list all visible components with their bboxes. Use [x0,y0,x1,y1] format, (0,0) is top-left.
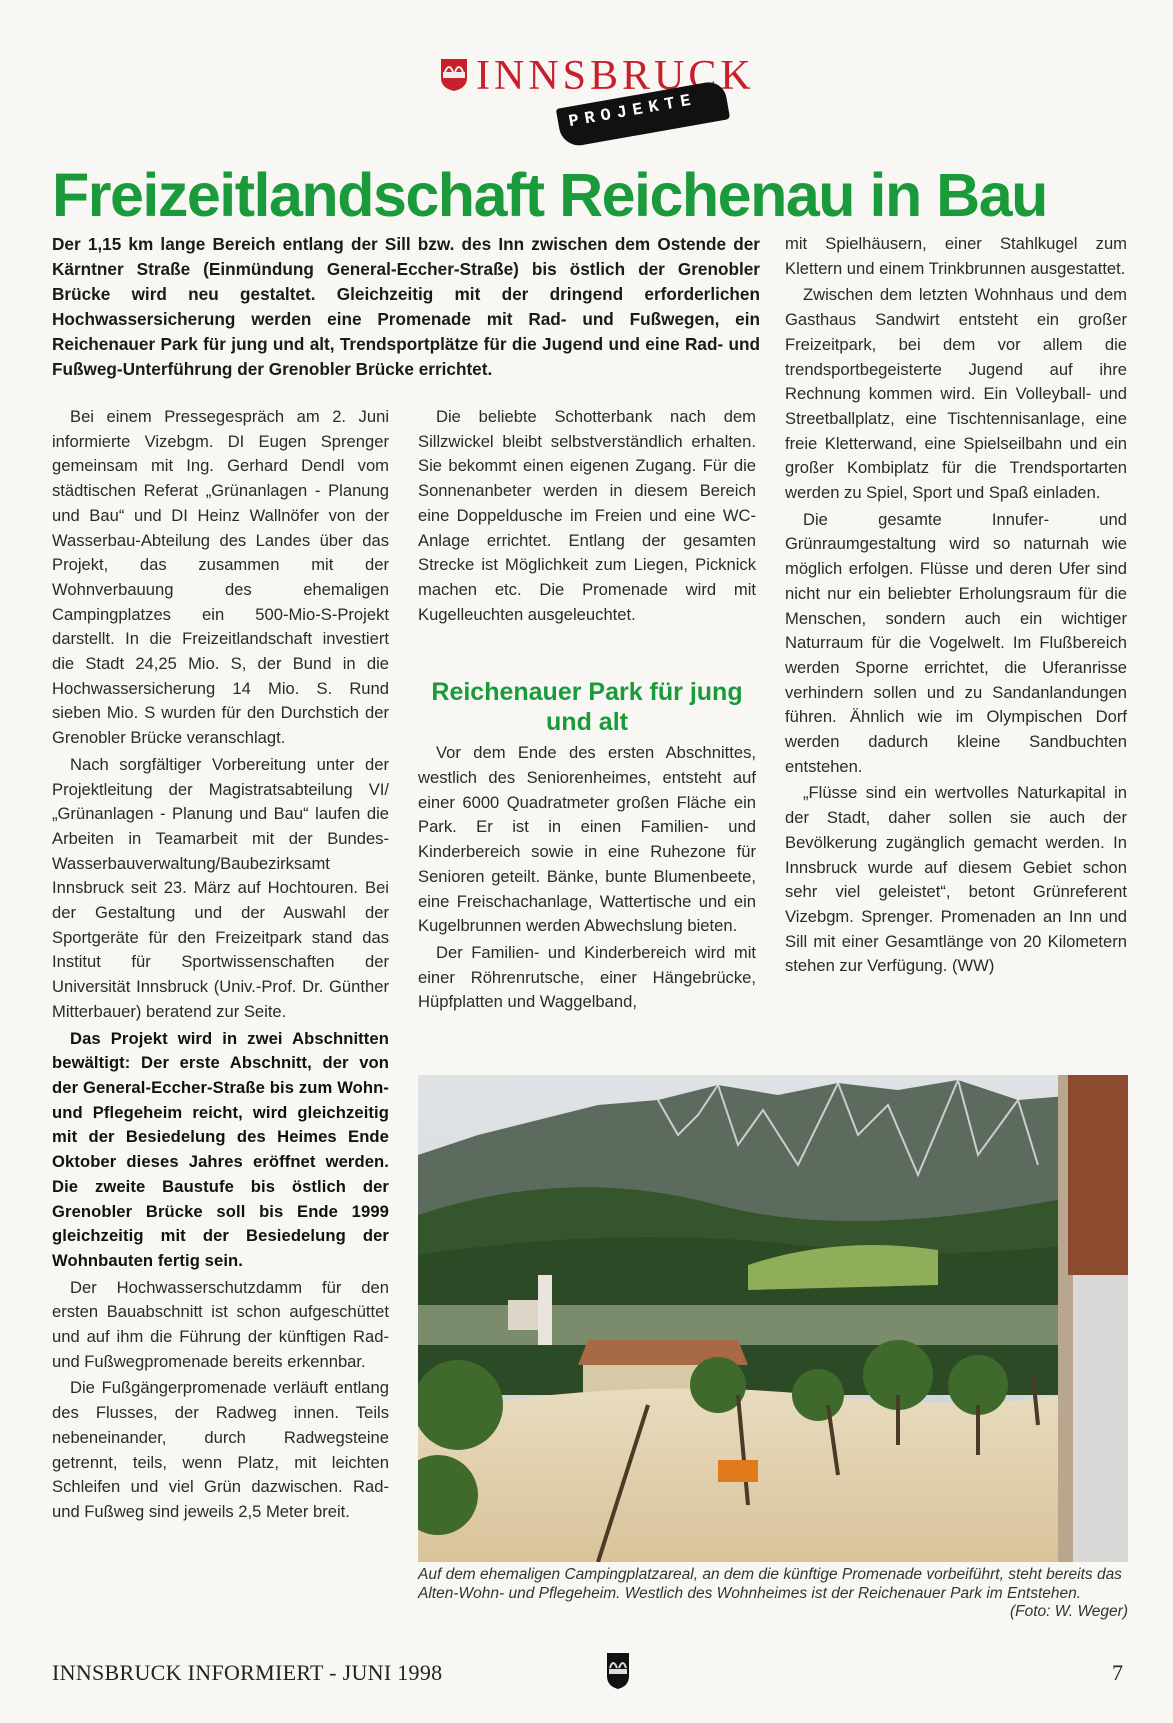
paragraph: Die beliebte Schotterbank nach dem Sillzwickel bleibt selbstverständlich erhalten. Sie bekommt einen eigenen Zugang. Für die Sonnenanbeter werden in diesem Bereich eine Doppeldusche im Freien und eine WC-Anlage errichtet. Entlang der gesamten Strecke ist Möglichkeit zum Liegen, Picknick machen etc. Die Promenade wird mit Kugelleuchten ausgeleuchtet. [418,407,756,624]
paragraph: Vor dem Ende des ersten Abschnittes, westlich des Seniorenheimes, entsteht auf einer 6000 Quadratmeter großen Fläche ein Park. Er ist in einen Familien- und Kinderbereich sowie in eine Ruhezone für Senioren geteilt. Bänke, bunte Blumenbeete, eine Freischachanlage, Wattertische und ein Kugelbrunnen werden Abwechslung bieten. [418,743,756,936]
paragraph: Der Hochwasserschutzdamm für den ersten Bauabschnitt ist schon aufgeschüttet und auf ihm die Führung der künftigen Rad- und Fußwegpromenade bereits erkennbar. [52,1277,389,1371]
publication-footer: INNSBRUCK INFORMIERT - JUNI 1998 [52,1660,443,1685]
subheading: Reichenauer Park für jung und alt [431,678,743,737]
paragraph: Nach sorgfältiger Vorbereitung unter der Projektleitung der Magistratsabteilung VI/ „Grünanlagen - Planung und Bau“ laufen die Arbeiten in Teamarbeit mit der Bundes-Wasserbauverwaltung/Baubezirksamt Innsbruck seit 23. März auf Hochtouren. Bei der Gestaltung und der Auswahl der Sportgeräte für den Freizeitpark stand das Institut für Sportwissenschaften der Universität Innsbruck (Univ.-Prof. Dr. Günther Mitterbauer) beratend zur Seite. [52,754,389,1021]
paragraph-bold: Das Projekt wird in zwei Abschnitten bewältigt: Der erste Abschnitt, der von der General-Eccher-Straße bis zum Wohn- und Pflegeheim reicht, wird gleichzeitig mit der Besiedelung des Heimes Ende Oktober dieses Jahres eröffnet werden. Die zweite Baustufe bis östlich der Grenobler Brücke soll bis Ende 1999 gleichzeitig mit der Besiedelung der Wohnbauten fertig sein. [52,1028,389,1270]
landscape-photo-illustration [418,1075,1128,1562]
caption-text: Auf dem ehemaligen Campingplatzareal, an dem die künftige Promenade vorbeiführt, steht bereits das Alten-Wohn- und Pflegeheim. Westlich des Wohnheimes ist der Reichenauer Park im Entstehen. [418,1566,1122,1602]
paragraph: Der Familien- und Kinderbereich wird mit einer Röhrenrutsche, einer Hängebrücke, Hüpfplatten und Waggelband, [418,942,756,1012]
column-3 [785,232,1127,981]
innsbruck-coat-of-arms-icon [440,58,468,92]
paragraph: Bei einem Pressegespräch am 2. Juni informierte Vizebgm. DI Eugen Sprenger gemeinsam mit Ing. Gerhard Dendl vom städtischen Referat „Grünanlagen - Planung und Bau“ und DI Heinz Wallnöfer von der Wasserbau-Abteilung des Landes über das Projekt, das zusammen mit der Wohnverbauung des ehemaligen Campingplatzes ein 500-Mio-S-Projekt darstellt. In die Freizeitlandschaft investiert die Stadt 24,25 Mio. S, der Bund in die Hochwassersicherung 14 Mio. S. Rund sieben Mio. S wurden für den Durchstich der Grenobler Brücke veranschlagt. [52,407,389,748]
brand-name: INNSBRUCK [476,53,755,99]
paragraph: Die Fußgängerpromenade verläuft entlang des Flusses, der Radweg innen. Teils nebeneinander, durch Radwegsteine getrennt, teils, wenn Platz, mit leichten Schleifen und viel Grün dazwischen. Rad- und Fußweg sind jeweils 2,5 Meter breit. [52,1378,389,1521]
paragraph: Zwischen dem letzten Wohnhaus und dem Gasthaus Sandwirt entsteht ein großer Freizeitpark, bei dem vor allem die trendsportbegeisterte Jugend auf ihre Rechnung kommen wird. Ein Volleyball- und Streetballplatz, eine Tischtennisanlage, eine freie Kletterwand, eine Spielseilbahn und ein großer Kombiplatz für die Trendsportarten werden zu Spiel, Sport und Spaß einladen. [785,285,1127,503]
paragraph: mit Spielhäusern, einer Stahlkugel zum Klettern und einem Trinkbrunnen ausgestattet. [785,234,1127,278]
column-2 [418,405,756,1017]
sub-brand: PROJEKTE [567,90,699,133]
article-photo [418,1075,1128,1562]
photo-credit: (Foto: W. Weger) [1010,1603,1128,1620]
paragraph: Die gesamte Innufer- und Grünraumgestaltung wird so naturnah wie möglich erfolgen. Flüsse und deren Ufer sind nicht nur ein beliebter Erholungsraum für die Menschen, sondern auch ein wichtiger Naturraum für die Vogelwelt. Im Flußbereich werden Sporne errichtet, die Uferanrisse verhindern sollen und zu Sandanlandungen führen. Ähnlich wie im Olympischen Dorf werden dadurch kleine Sandbuchten entstehen. [785,509,1127,776]
column-1 [52,405,389,1527]
article-lead: Der 1,15 km lange Bereich entlang der Sill bzw. des Inn zwischen dem Ostende der Kärntner Straße (Einmündung General-Eccher-Straße) bis östlich der Grenobler Brücke wird neu gestaltet. Gleichzeitig mit der dringend erforderlichen Hochwassersicherung werden eine Promenade mit Rad- und Fußwegen, ein Reichenauer Park für jung und alt, Trendsportplätze für die Jugend und eine Rad- und Fußweg-Unterführung der Grenobler Brücke errichtet. [52,234,760,379]
article-headline: Freizeitlandschaft Reichenau in Bau [52,161,1047,229]
paragraph: „Flüsse sind ein wertvolles Naturkapital in der Stadt, daher sollen sie auch der Bevölkerung zugänglich gemacht werden. In Innsbruck wurde auf diesem Gebiet schon sehr viel geleistet“, betont Grünreferent Vizebgm. Sprenger. Promenaden an Inn und Sill mit einer Gesamtlänge von 20 Kilometern stehen zur Verfügung. (WW) [785,783,1127,976]
photo-caption [418,1566,1128,1622]
innsbruck-coat-of-arms-icon [606,1652,630,1690]
masthead [440,52,755,137]
page-number: 7 [1112,1660,1123,1685]
